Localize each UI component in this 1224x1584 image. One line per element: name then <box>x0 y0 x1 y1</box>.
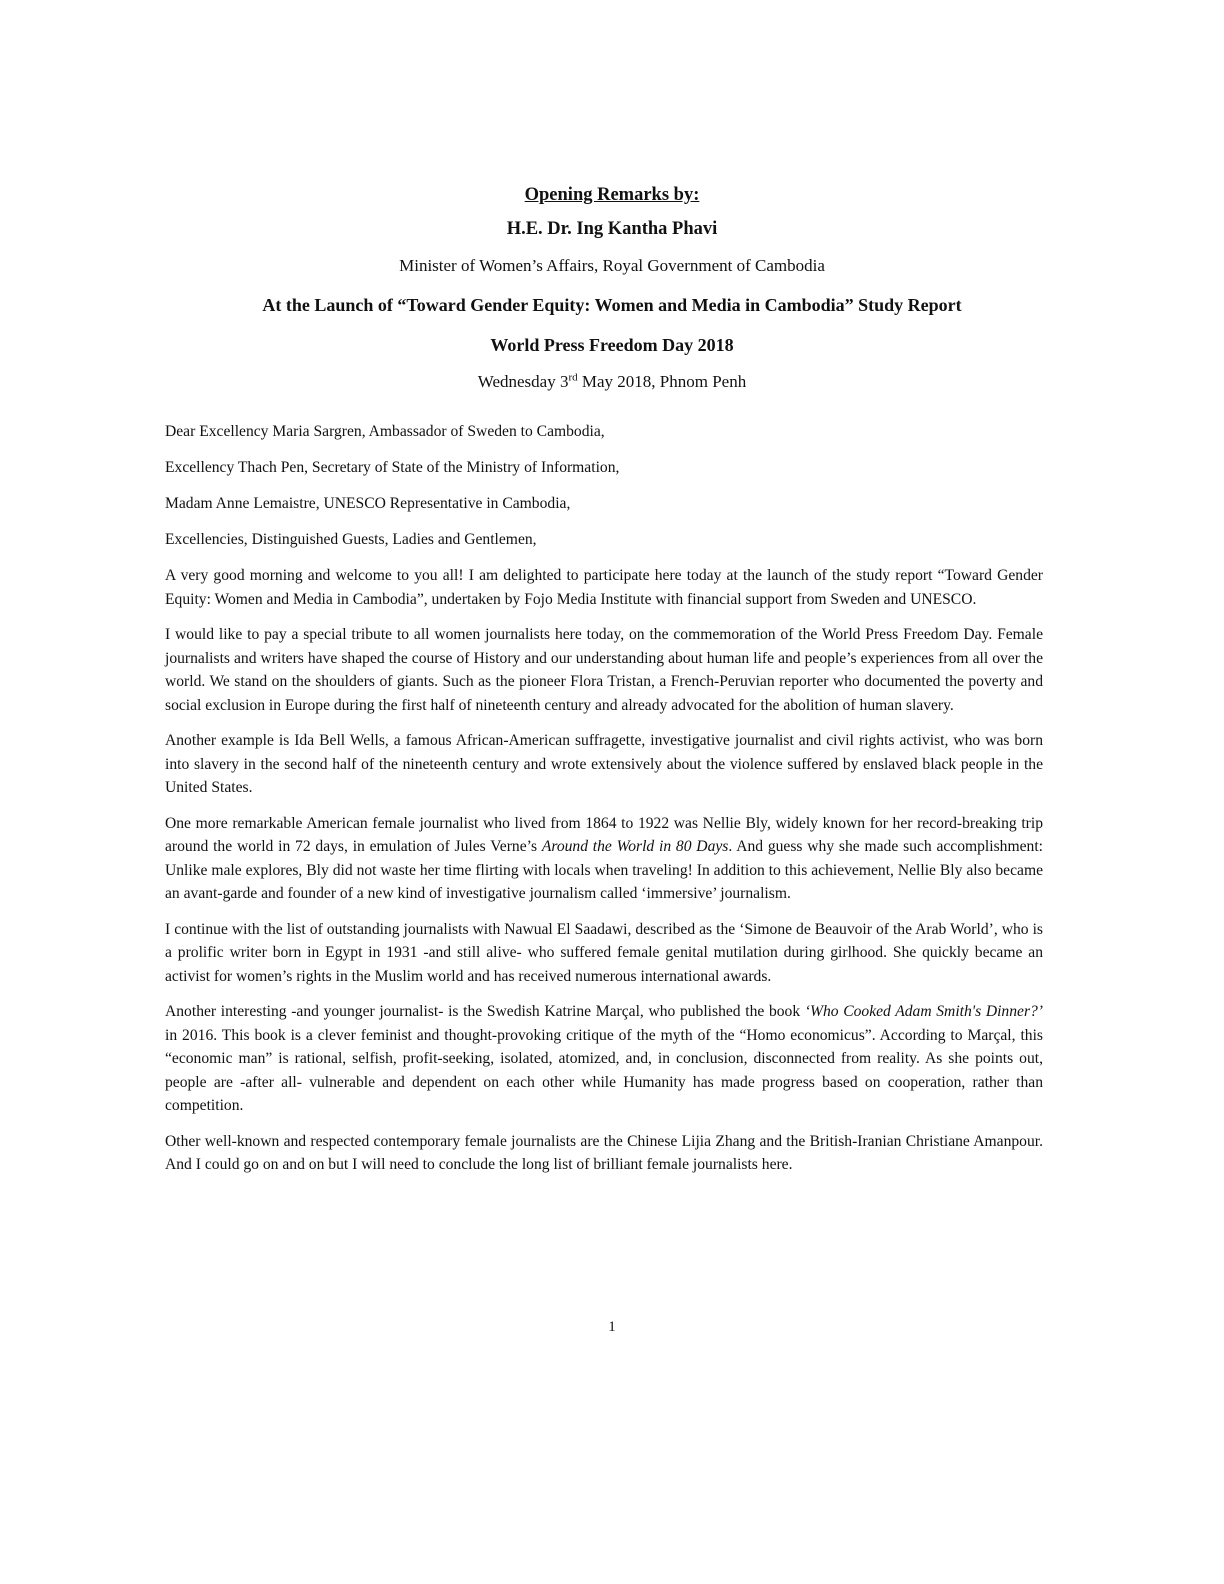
salutation-line: Madam Anne Lemaistre, UNESCO Representative in Cambodia, <box>165 495 571 512</box>
paragraph-nellie-bly <box>165 812 1043 906</box>
speaker-name: H.E. Dr. Ing Kantha Phavi <box>506 219 718 239</box>
date-ordinal: rd <box>568 371 578 384</box>
paragraph-ida-bell-wells: Another example is Ida Bell Wells, a famous African-American suffragette, investigative journalist and civil rights activist, who was born into slavery in the second half of the nineteenth century and wrote extensively about the violence suffered by enslaved black people in the United States. <box>165 732 1043 796</box>
launch-title: At the Launch of “Toward Gender Equity: Women and Media in Cambodia” Study Report <box>262 295 962 315</box>
page-number: 1 <box>608 1319 616 1335</box>
opening-remarks-heading: Opening Remarks by: <box>524 185 700 205</box>
paragraph-katrine-marcal <box>165 1000 1043 1118</box>
salutation-line: Excellencies, Distinguished Guests, Ladies and Gentlemen, <box>165 531 537 548</box>
paragraph-welcome: A very good morning and welcome to you all! I am delighted to participate here today at the launch of the study report “Toward Gender Equity: Women and Media in Cambodia”, undertaken by Fojo Media Institute with financial support from Sweden and UNESCO. <box>165 567 1043 608</box>
salutation-line: Excellency Thach Pen, Secretary of State of the Ministry of Information, <box>165 459 620 476</box>
salutation-line: Dear Excellency Maria Sargren, Ambassador of Sweden to Cambodia, <box>165 423 605 440</box>
document-header <box>0 182 1224 394</box>
speaker-role: Minister of Women’s Affairs, Royal Government of Cambodia <box>399 256 825 275</box>
text-run: Another interesting -and younger journalist- is the Swedish Katrine Marçal, who published the book <box>165 1003 805 1020</box>
event-title: World Press Freedom Day 2018 <box>490 335 734 355</box>
text-run: in 2016. This book is a clever feminist and thought-provoking critique of the myth of the “Homo economicus”. According to Marçal, this “economic man” is rational, selfish, profit-seeking, isolated, atomized, and, in conclusion, disconnected from reality. As she points out, people are -after all- vulnerable and dependent on each other while Humanity has made progress based on cooperation, rather than competition. <box>165 1026 1043 1114</box>
event-date <box>112 370 1112 394</box>
text-run: One more remarkable American female journalist who lived from 1864 to 1922 was Nellie Bly, widely known for her record-breaking trip around the world in 72 days, in emulation of Jules Verne’s <box>165 814 1043 855</box>
book-title: ‘Who Cooked Adam Smith's Dinner?’ <box>804 1003 1044 1020</box>
paragraph-contemporary-journalists: Other well-known and respected contemporary female journalists are the Chinese Lijia Zhang and the British-Iranian Christiane Amanpour. And I could go on and on but I will need to conclude the long list of brilliant female journalists here. <box>165 1132 1043 1173</box>
text-run: . And guess why she made such accomplishment: Unlike male explores, Bly did not waste her time flirting with locals when traveling! In addition to this achievement, Nellie Bly also became an avant-garde and founder of a new kind of investigative journalism called ‘immersive’ journalism. <box>165 838 1043 902</box>
date-suffix: May 2018, Phnom Penh <box>577 372 747 391</box>
paragraph-tribute: I would like to pay a special tribute to all women journalists here today, on the commemoration of the World Press Freedom Day. Female journalists and writers have shaped the course of History and our understanding about human life and people’s experiences from all over the world. We stand on the shoulders of giants. Such as the pioneer Flora Tristan, a French-Peruvian reporter who documented the poverty and social exclusion in Europe during the first half of nineteenth century and already advocated for the abolition of human slavery. <box>165 626 1043 714</box>
paragraph-nawal-el-saadawi: I continue with the list of outstanding journalists with Nawual El Saadawi, described as the ‘Simone de Beauvoir of the Arab World’, who is a prolific writer born in Egypt in 1931 -and still alive- who suffered female genital mutilation during girlhood. She quickly became an activist for women’s rights in the Muslim world and has received numerous international awards. <box>165 920 1043 985</box>
document-body <box>165 420 1043 1189</box>
date-prefix: Wednesday 3 <box>477 372 569 391</box>
book-title: Around the World in 80 Days <box>541 838 729 855</box>
